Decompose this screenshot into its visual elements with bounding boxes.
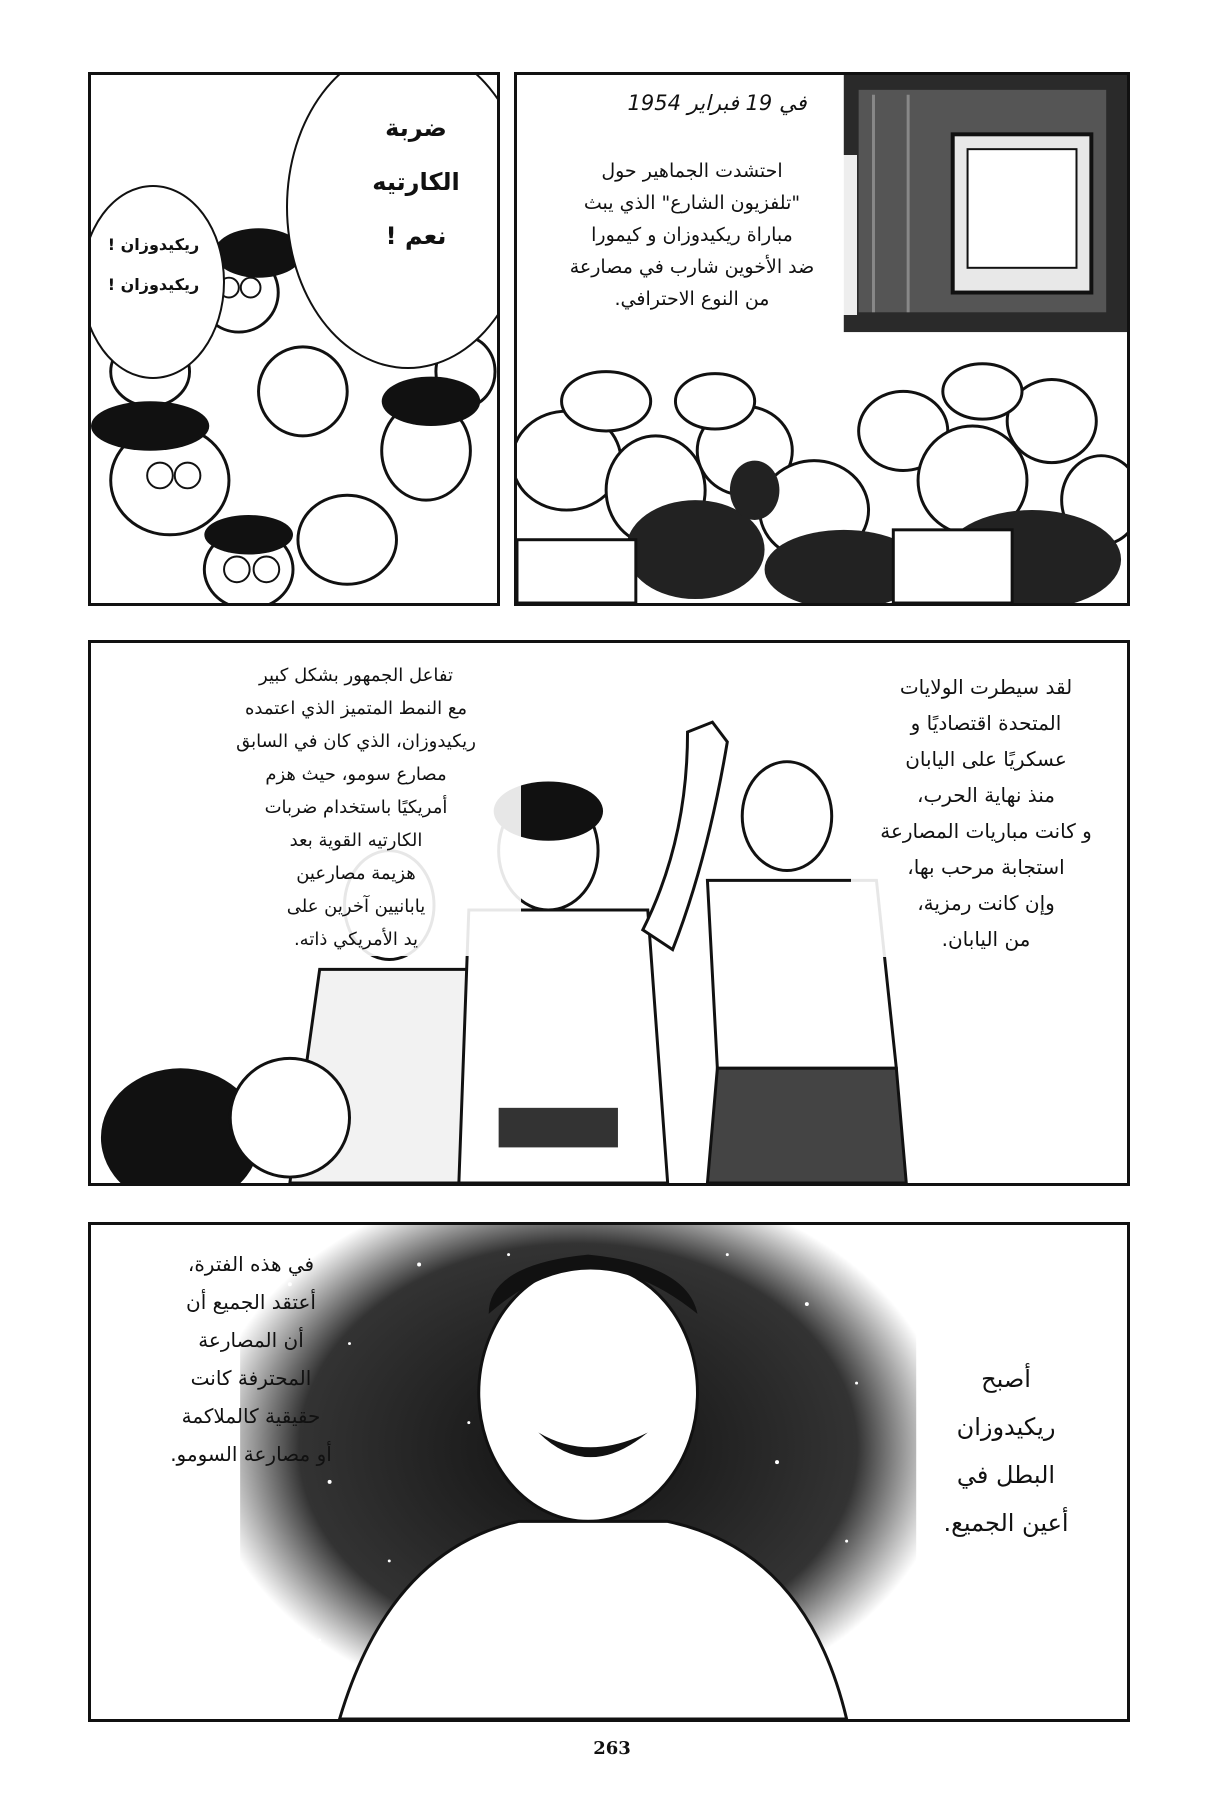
caption-hero-in-eyes: أصبح ريكيدوزان البطل في أعين الجميع. [943, 1365, 1069, 1537]
panel-wrestlers-stage [88, 640, 1130, 1186]
caption-crowd-reaction: تفاعل الجمهور بشكل كبير مع النمط المتميز الذي اعتمده ريكيدوزان، الذي كان في السابق مصارع سومو، حيث هزم أمريكيًا باستخدام ضربات الكارتيه القوية بعد هزيمة مصارعين يابانيين آخرين على يد الأمريكي ذاته. [191, 659, 521, 956]
caption-wrestling-belief: في هذه الفترة، أعتقد الجميع أن أن المصارعة المحترفة كانت حقيقية كالملاكمة أو مصارعة السومو. [170, 1252, 332, 1466]
caption-us-dominance: لقد سيطرت الولايات المتحدة اقتصاديًا و عسكريًا على اليابان منذ نهاية الحرب، و كانت مباريات المصارعة استجابة مرحب بها، وإن كانت رمزية، من اليابان. [851, 669, 1121, 957]
panel-champion-portrait [88, 1222, 1130, 1722]
caption-crowd-gathered: احتشدت الجماهير حول "تلفزيون الشارع" الذي يبث مباراة ريكيدوزان و كيمورا ضد الأخوين شارب في مصارعة من النوع الاحترافي. [527, 155, 857, 315]
page-number: 263 [593, 1738, 631, 1759]
panel-street-tv-crowd [514, 72, 1130, 606]
caption-date: في 19 فبراير 1954 [597, 91, 837, 115]
speech-rikidozan-chant: ريكيدوزان ! ريكيدوزان ! [107, 235, 200, 294]
speech-karate-chop: ضربة الكارتيه نعم ! [372, 114, 460, 250]
panel-cheering-crowd [88, 72, 500, 606]
